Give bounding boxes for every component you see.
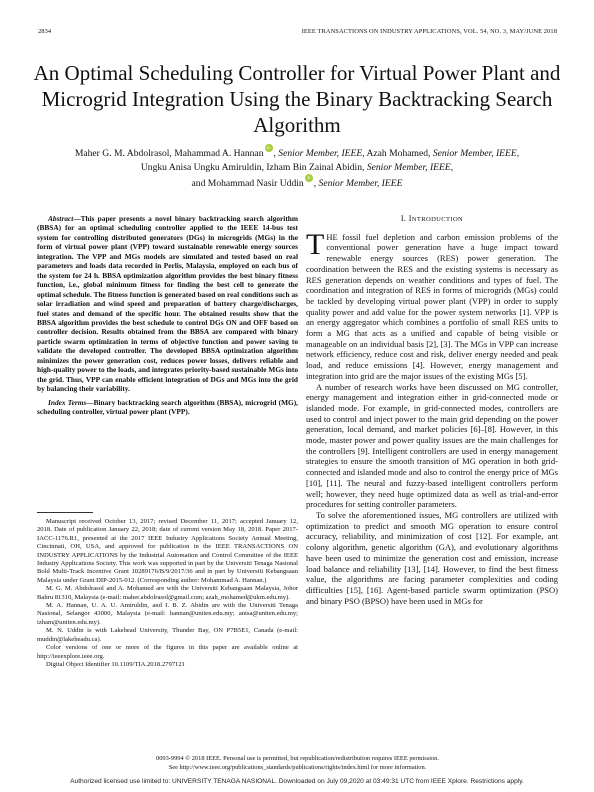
footnote-doi: Digital Object Identifier 10.1109/TIA.2018.2797121 (46, 660, 185, 668)
footnote-affiliation: M. A. Hannan, U. A. U. Amiruldin, and I. B. Z. Abidin are with the Universiti Tenaga Nasional, Selangor 43000, Malaysia (e-mail: hannan@uniten.edu.my; anisa@uniten.edu.my; izham@uniten.edu.my). (37, 602, 298, 626)
drop-cap: T (306, 227, 325, 261)
index-terms-text: —Binary backtracking search algorithm (BBSA), microgrid (MG), scheduling controller, virtual power plant (VPP). (37, 397, 298, 417)
abstract-label: Abstract (48, 214, 74, 223)
right-column (306, 214, 558, 606)
author-list (30, 144, 564, 191)
index-terms (37, 398, 298, 417)
index-terms-label: Index Terms (48, 397, 87, 407)
orcid-icon[interactable] (305, 174, 313, 182)
footnote-affiliation: M. G. M. Abdolrasol and A. Mohamed are with the Universiti Kebangsaan Malaysia, Johor Bahru 81310, Malaysia (e-mail: maher.abdolrasol@gmail.com; azah_mohamed@ukm.edu.my). (37, 585, 298, 601)
intro-paragraph: A number of research works have been discussed on MG controller, energy management and integration either in grid-connected mode or islanded mode. For example, in grid-connected modes, controllers are used to control and inject power to the main grid depending on the power generation, local demand, and market policies [6]–[8]. However, in this mode, master power and power quality issues are the main challenges for the controllers [9]. Intelligent controllers are used in energy management strategies to ensure the smooth transition of MG operation in both grid-connected and islanded mode and also to control the energy price of MGs [10], [11]. The neural and fuzzy-based intelligent controllers perform well; however, they need huge optimized data as well as trial-and-error procedures for setting controller parameters. (306, 381, 558, 510)
author-role-2: , Senior Member, IEEE, (428, 148, 520, 159)
author-role-1: , Senior Member, IEEE (273, 148, 363, 159)
orcid-icon[interactable] (265, 144, 273, 152)
copyright-notice (37, 755, 558, 772)
footnote-manuscript: Manuscript received October 13, 2017; revised December 11, 2017; accepted January 12, 2018. Date of publication January 22, 2018; date of current version May 18, 2018. Paper 2017-IACC-1176.R1, presented at the 2017 IEEE Industry Applications Society Annual Meeting, Cincinnati, OH, USA, and approved for publication in the IEEE TRANSACTIONS ON INDUSTRY APPLICATIONS by the Industrial Automation and Control Committee of the IEEE Industry Applications Society. This work was supported in part by the Universiti Tenaga Nasional Bold Multi-Track Incentive Grant 10289176/B/9/2017/36 and in part by Universiti Kebangsaan Malaysia under Grant DIP-2015-012. (Corresponding author: Mohammad A. Hannan.) (37, 518, 298, 584)
page-number: 2834 (38, 28, 52, 35)
author-role-4: , Senior Member, IEEE (313, 178, 403, 189)
copyright-line: 0093-9994 © 2018 IEEE. Personal use is permitted, but republication/redistribution requires IEEE permission. (156, 755, 439, 762)
footnotes (37, 518, 298, 669)
intro-paragraph: THE fossil fuel depletion and carbon emission problems of the conventional power generation have a huge impact toward renewable energy sources (RES) power generation. The coordination between the RES and the existing systems is necessary as RES generation depends on weather conditions and types of fuel. The coordination and integration of RES in forms of microgrids (MGs) could be tackled by developing virtual power plant (VPP) in order to supply quality power and add value for the power system networks [1]. VPP is an energy aggregator which combines a portfolio of small RES units to form a MG that acts as a unified and capable of being visible or manageable on an individual basis [2], [3]. The MGs in VPP can increase network efficiency, reduce cost and risk, deliver energy needed and peak load, and reduce emissions [4]. However, energy management and integration into grid are the major issues of the existing MGs [5]. (306, 227, 558, 381)
paper-title: An Optimal Scheduling Controller for Virtual Power Plant and Microgrid Integration Using the Binary Backtracking Search Algorithm (33, 61, 561, 137)
copyright-link[interactable]: See http://www.ieee.org/publications_standards/publications/rights/index.html for more information. (168, 763, 427, 771)
section-heading: I. INTRODUCTION (400, 214, 464, 223)
author-role-3: , Senior Member, IEEE, (362, 161, 454, 173)
download-notice: Authorized licensed use limited to: UNIVERSITY TENAGA NASIONAL. Downloaded on July 09,2020 at 03:49:31 UTC from IEEE Xplore. Restrictions apply. (70, 778, 524, 785)
author-names-2: , Azah Mohamed (362, 148, 429, 159)
journal-header: IEEE TRANSACTIONS ON INDUSTRY APPLICATIONS, VOL. 54, NO. 3, MAY/JUNE 2018 (301, 28, 557, 35)
footnote-divider (37, 512, 93, 513)
abstract-text: —This paper presents a novel binary backtracking search algorithm (BBSA) for an optimal scheduling controller applied to the IEEE 14-bus test system for controlling distributed generators (DGs) in microgrids (MGs) in the form of virtual power plant (VPP) toward sustainable renewable energy sources integration. The VPP and MGs models are simulated and tested based on real parameters and loads data recorded in Perlis, Malaysia, employed on each bus of the system for 24 h. BBSA optimization algorithm provides the best binary fitness function, i.e., global minimum fitness for finding the best cell to generate the optimal schedule. The fitness function is generated based on real conditions such as solar irradiation and wind speed and preparation of battery charge/discharges, fuel states and demand of the specific hour. The obtained results show that the BBSA algorithm provides the best schedule to control DGs ON and OFF based on controller decision. Results obtained from the BBSA are compared with binary particle swarm optimization in terms of objective function and power saving to validate the developed controller. The developed BBSA optimization algorithm minimizes the power generation cost, reduces power losses, delivers reliable and high-quality power to the loads, and integrates priority-based sustainable MGs into the grid. Thus, VPP can enable efficient integration of DGs and MGs into the grid by balancing their variability. (37, 214, 298, 394)
footnote-affiliation: M. N. Uddin is with Lakehead University, Thunder Bay, ON P7B5E1, Canada (e-mail: muddin@lakeheadu.ca). (37, 627, 298, 643)
author-names-3: Ungku Anisa Ungku Amiruldin, Izham Bin Zainal Abidin (140, 161, 363, 173)
abstract (37, 214, 298, 394)
author-names-4: and Mohammad Nasir Uddin (191, 178, 304, 189)
author-names-1: Maher G. M. Abdolrasol, Mahammad A. Hannan (74, 148, 264, 159)
intro-paragraph: To solve the aforementioned issues, MG controllers are utilized with optimization to predict and smooth MG operation to ensure control accuracy, reliability, and minimization of cost [12]. For example, ant colony algorithm, genetic algorithm (GA), and evolutionary algorithms have been used to minimize the generation cost and emission, increase load balance and reliability [13], [14]. However, to find the best fitness value, the algorithms are facing parameter complexities and coding difficulties [15], [16]. Agent-based particle swarm optimization (PSO) and binary PSO (BPSO) have been used in MGs for (306, 509, 558, 606)
footnote-color-note: Color versions of one or more of the figures in this paper are available online at http://ieeexplore.ieee.org. (37, 644, 298, 660)
left-column (37, 214, 298, 417)
